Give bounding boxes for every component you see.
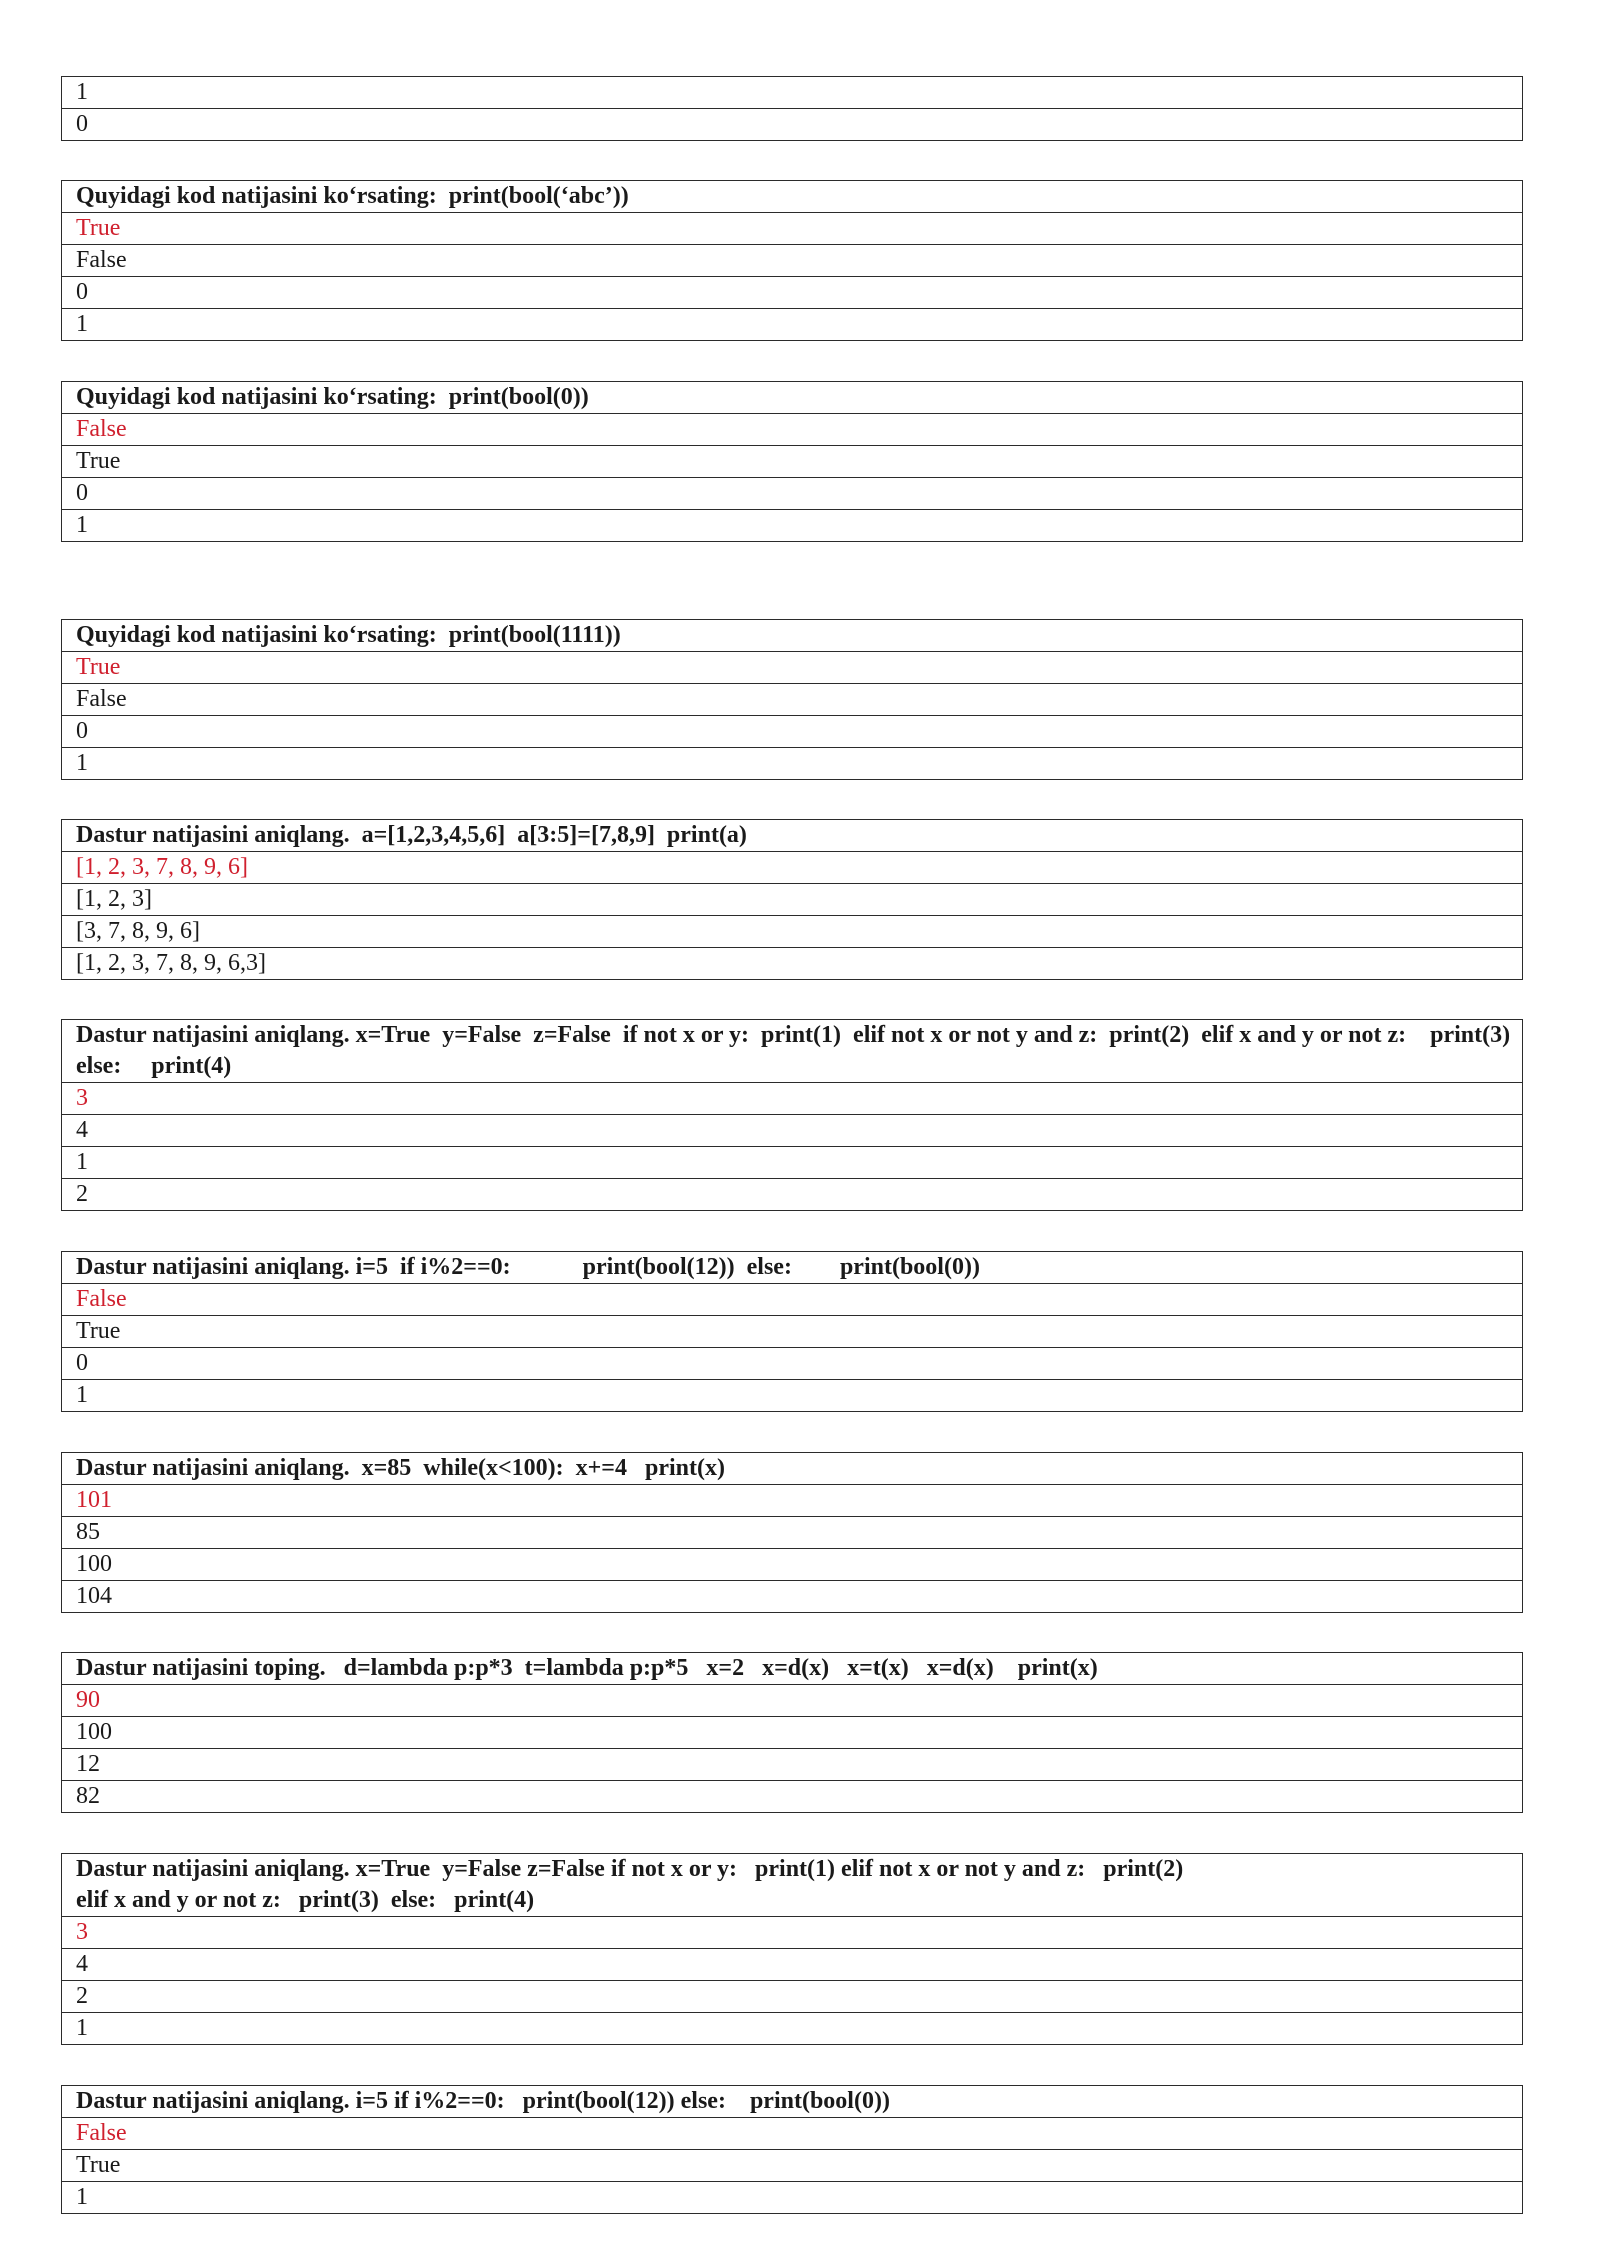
answer-option: 82 [62, 1780, 1522, 1812]
question-table-3 [61, 381, 1523, 542]
answer-option: 1 [62, 747, 1522, 779]
question-text: Dastur natijasini aniqlang. i=5 if i%2==0: print(bool(12)) else: print(bool(0)) [76, 1254, 980, 1280]
answer-option-correct: False [62, 1283, 1522, 1315]
answer-option: 1 [62, 1146, 1522, 1178]
answer-option: 0 [62, 715, 1522, 747]
question-text: Dastur natijasini aniqlang. x=True y=False z=False if not x or y: print(1) elif not x or not y and z: print(2) elif x and y or not z: print(3) else: print(4) [76, 1856, 1184, 1913]
answer-option: 104 [62, 1580, 1522, 1612]
answer-option-correct: 3 [62, 1082, 1522, 1114]
answer-option: 1 [62, 2181, 1522, 2213]
answer-option: [1, 2, 3, 7, 8, 9, 6,3] [62, 947, 1522, 979]
answer-option-correct: 101 [62, 1484, 1522, 1516]
answer-option: 0 [62, 477, 1522, 509]
answer-option: 2 [62, 1980, 1522, 2012]
answer-option: True [62, 445, 1522, 477]
question-text: Dastur natijasini aniqlang. i=5 if i%2==0: print(bool(12)) else: print(bool(0)) [76, 2088, 890, 2114]
answer-option: [3, 7, 8, 9, 6] [62, 915, 1522, 947]
answer-option: True [62, 2149, 1522, 2181]
answer-option-correct: False [62, 2117, 1522, 2149]
answer-option: 85 [62, 1516, 1522, 1548]
answer-option-correct: 3 [62, 1916, 1522, 1948]
question-table-10 [61, 1853, 1523, 2045]
question-table-1 [61, 76, 1523, 141]
answer-option: 2 [62, 1178, 1522, 1210]
answer-option: False [62, 683, 1522, 715]
question-table-2 [61, 180, 1523, 341]
question-table-4 [61, 619, 1523, 780]
answer-option-correct: [1, 2, 3, 7, 8, 9, 6] [62, 851, 1522, 883]
answer-option: True [62, 1315, 1522, 1347]
question-text: Dastur natijasini aniqlang. a=[1,2,3,4,5,6] a[3:5]=[7,8,9] print(a) [76, 822, 747, 848]
answer-option: 1 [76, 79, 88, 105]
answer-option: 12 [62, 1748, 1522, 1780]
answer-option: 1 [62, 509, 1522, 541]
answer-option: 4 [62, 1114, 1522, 1146]
answer-option-correct: False [62, 413, 1522, 445]
answer-option: 100 [62, 1548, 1522, 1580]
question-table-9 [61, 1652, 1523, 1813]
answer-option: 1 [62, 1379, 1522, 1411]
question-table-5 [61, 819, 1523, 980]
answer-option: 0 [62, 276, 1522, 308]
answer-option-correct: 90 [62, 1684, 1522, 1716]
answer-option: False [62, 244, 1522, 276]
answer-option: 0 [62, 1347, 1522, 1379]
answer-option: 1 [62, 308, 1522, 340]
question-text: Quyidagi kod natijasini ko‘rsating: print(bool(1111)) [76, 622, 621, 648]
question-table-6 [61, 1019, 1523, 1211]
answer-option: [1, 2, 3] [62, 883, 1522, 915]
answer-option: 0 [62, 108, 1522, 140]
question-text: Dastur natijasini aniqlang. x=85 while(x<100): x+=4 print(x) [76, 1455, 725, 1481]
question-table-7 [61, 1251, 1523, 1412]
question-text: Dastur natijasini aniqlang. x=True y=False z=False if not x or y: print(1) elif not x or not y and z: print(2) elif x and y or not z: print(3) else: print(4) [76, 1022, 1523, 1079]
question-text: Dastur natijasini toping. d=lambda p:p*3 t=lambda p:p*5 x=2 x=d(x) x=t(x) x=d(x) print(x) [76, 1655, 1098, 1681]
question-table-8 [61, 1452, 1523, 1613]
answer-option-correct: True [62, 212, 1522, 244]
answer-option: 1 [62, 2012, 1522, 2044]
question-text: Quyidagi kod natijasini ko‘rsating: print(bool(0)) [76, 384, 589, 410]
question-text: Quyidagi kod natijasini ko‘rsating: print(bool(‘abc’)) [76, 183, 629, 209]
question-table-11 [61, 2085, 1523, 2214]
answer-option: 4 [62, 1948, 1522, 1980]
answer-option-correct: True [62, 651, 1522, 683]
answer-option: 100 [62, 1716, 1522, 1748]
